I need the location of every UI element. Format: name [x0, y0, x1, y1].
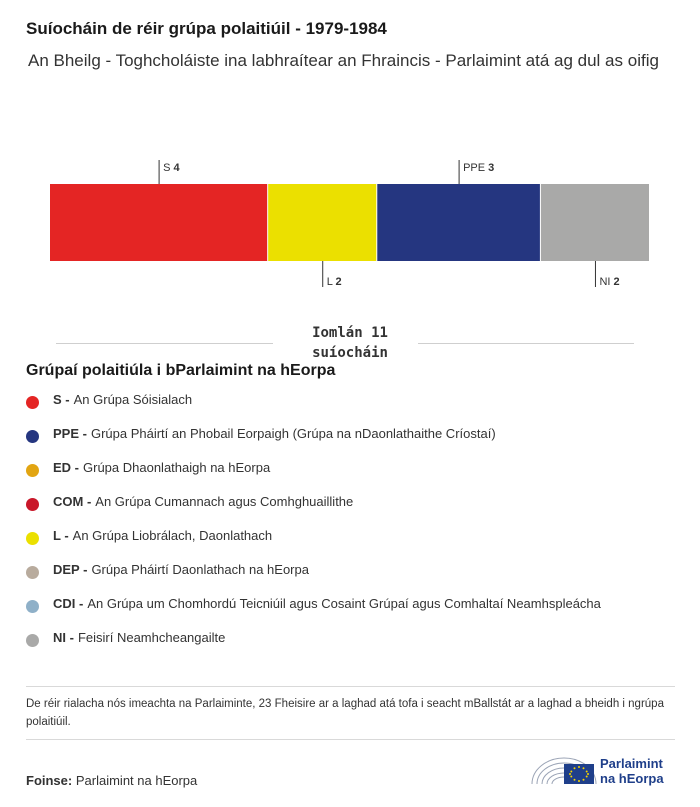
legend-dot-icon [26, 634, 39, 647]
bar-segment-l [268, 184, 376, 261]
bar-label-s [163, 162, 180, 174]
bar-label-category: NI [599, 276, 614, 288]
legend-dot-icon [26, 566, 39, 579]
legend-dot-icon [26, 396, 39, 409]
legend-abbr: COM - [53, 494, 92, 509]
source [26, 773, 197, 788]
legend-item [26, 392, 601, 426]
bar-label-category: PPE [463, 162, 489, 174]
legend-abbr: DEP - [53, 562, 88, 577]
bar-segment-s [50, 184, 267, 261]
seat-chart [0, 150, 700, 310]
legend-name: Feisirí Neamhcheangailte [77, 630, 226, 645]
legend-dot-icon [26, 532, 39, 545]
legend-item [26, 460, 601, 494]
logo-text [600, 756, 664, 786]
legend-item [26, 426, 601, 460]
total-rule-left [56, 343, 273, 344]
bar-segment-ppe [377, 184, 540, 261]
legend-name: Grúpa Pháirtí an Phobail Eorpaigh (Grúpa na nDaonlathaithe Críostaí) [90, 426, 496, 441]
total-rule-right [418, 343, 634, 344]
legend-abbr: NI - [53, 630, 74, 645]
bar-label-category: S [163, 162, 174, 174]
legend-item [26, 630, 601, 664]
chart-title: Suíocháin de réir grúpa polaitiúil - 1979-1984 [26, 19, 387, 38]
legend-abbr: PPE - [53, 426, 87, 441]
logo-line-2: na hEorpa [600, 771, 664, 786]
legend-item [26, 494, 601, 528]
legend-abbr: L - [53, 528, 69, 543]
legend-name: Grúpa Dhaonlathaigh na hEorpa [83, 460, 271, 475]
bar-label-value: 2 [335, 276, 342, 288]
legend-name: Grúpa Pháirtí Daonlathach na hEorpa [91, 562, 309, 577]
legend-name: An Grúpa Liobrálach, Daonlathach [72, 528, 273, 543]
legend-abbr: ED - [53, 460, 79, 475]
legend-item [26, 562, 601, 596]
divider-bottom [26, 739, 675, 740]
legend-dot-icon [26, 498, 39, 511]
legend-dot-icon [26, 600, 39, 613]
bar-label-value: 4 [173, 162, 180, 174]
bar-label-value: 2 [613, 276, 620, 288]
legend-name: An Grúpa Cumannach agus Comhghuaillithe [95, 494, 354, 509]
legend-dot-icon [26, 430, 39, 443]
legend [26, 392, 601, 664]
divider-top [26, 686, 675, 687]
total-seats-label: Iomlán 11 suíocháin [312, 325, 388, 361]
bar-label-ppe [463, 162, 494, 174]
legend-name: An Grúpa Sóisialach [73, 392, 193, 407]
legend-item [26, 596, 601, 630]
bar-label-ni [599, 276, 619, 288]
source-value: Parlaimint na hEorpa [75, 773, 198, 788]
footnote: De réir rialacha nós imeachta na Parlaiminte, 23 Fheisire ar a laghad atá tofa i seacht mBallstát ar a laghad a bheidh i ngrúpa polaitiúil. [26, 698, 664, 728]
legend-dot-icon [26, 464, 39, 477]
logo-line-1: Parlaimint [600, 756, 663, 771]
legend-name: An Grúpa um Chomhordú Teicniúil agus Cosaint Grúpaí agus Comhaltaí Neamhspleácha [87, 596, 601, 611]
legend-title: Grúpaí polaitiúla i bParlaimint na hEorpa [26, 362, 336, 379]
chart-subtitle: An Bheilg - Toghcholáiste ina labhraítear an Fhraincis - Parlaimint atá ag dul as oifig [28, 51, 659, 70]
legend-abbr: S - [53, 392, 70, 407]
bar-segment-ni [541, 184, 649, 261]
bar-label-category: L [326, 276, 336, 288]
bar-label-l [327, 276, 342, 288]
bar-label-value: 3 [488, 162, 495, 174]
source-label: Foinse: [26, 773, 73, 788]
legend-abbr: CDI - [53, 596, 84, 611]
legend-item [26, 528, 601, 562]
